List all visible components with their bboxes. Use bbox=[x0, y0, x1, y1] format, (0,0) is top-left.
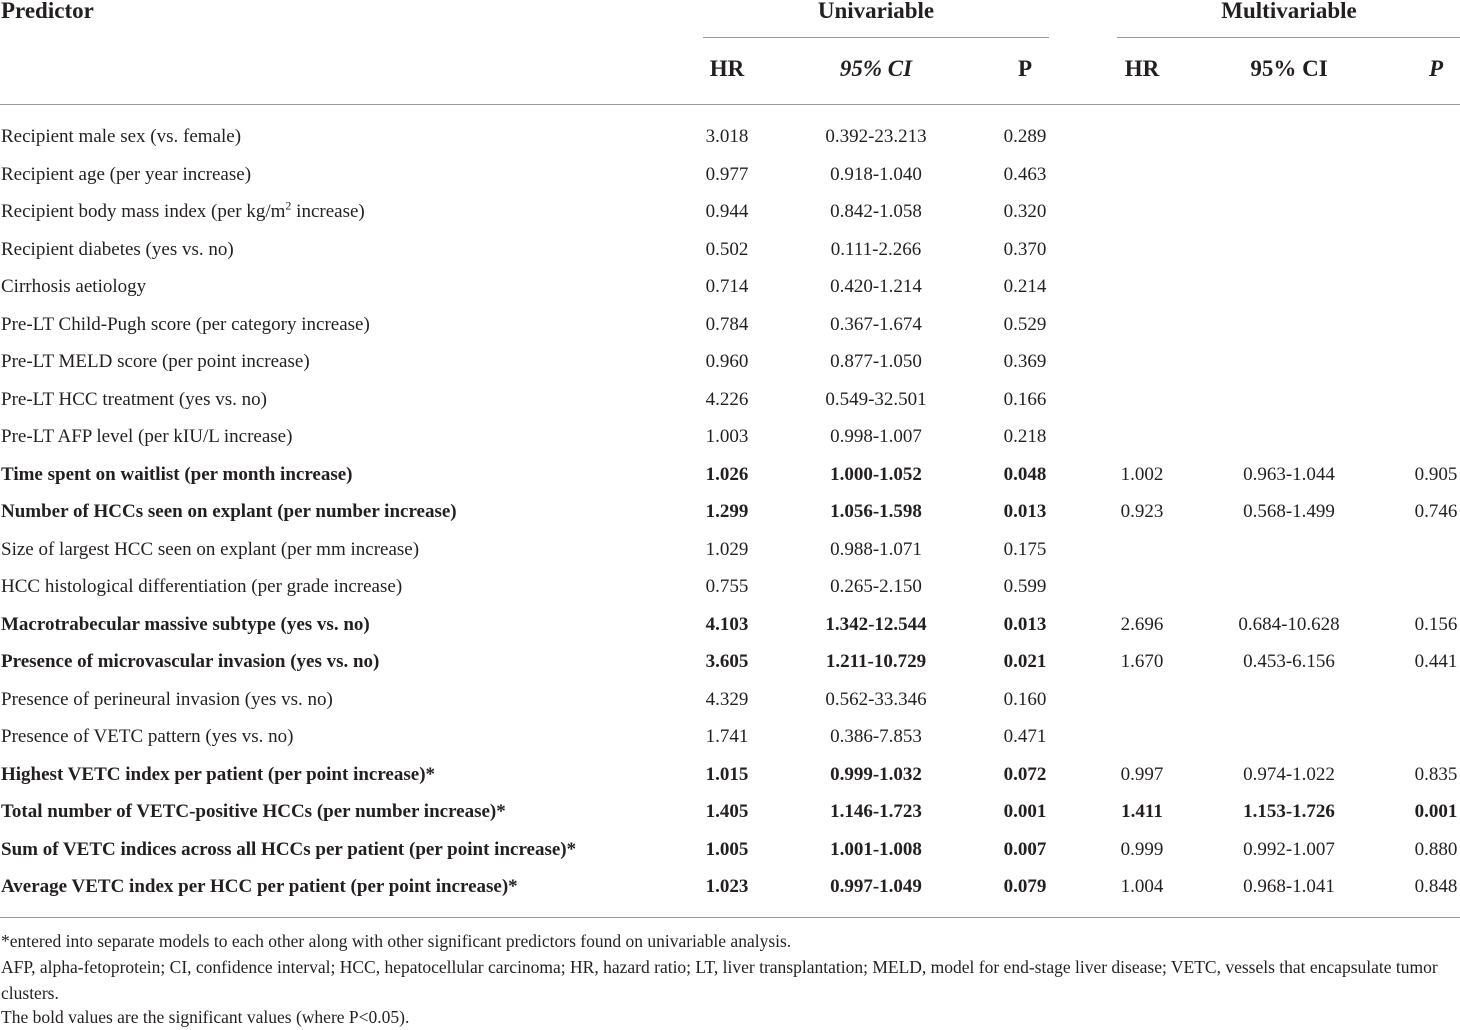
uni-hr-cell: 0.755 bbox=[705, 576, 749, 597]
uni-ci-cell: 1.342-12.544 bbox=[825, 613, 927, 635]
multi-ci-cell: 0.963-1.044 bbox=[1243, 463, 1335, 485]
uni-ci-cell: 0.265-2.150 bbox=[830, 576, 922, 597]
uni-hr-cell: 1.405 bbox=[705, 801, 749, 822]
multi-hr-cell: 1.411 bbox=[1121, 801, 1163, 822]
table-row bbox=[0, 568, 1460, 605]
predictor-cell: Time spent on waitlist (per month increase) bbox=[1, 463, 353, 485]
predictor-cell: Pre-LT MELD score (per point increase) bbox=[1, 351, 310, 372]
uni-p-cell: 0.175 bbox=[1003, 538, 1047, 560]
uni-ci-header: 95% CI bbox=[839, 56, 913, 81]
table-row bbox=[0, 831, 1460, 868]
predictor-cell: Presence of perineural invasion (yes vs. no) bbox=[1, 688, 333, 710]
predictor-cell: Sum of VETC indices across all HCCs per patient (per point increase)* bbox=[1, 838, 577, 860]
uni-hr-cell: 1.026 bbox=[705, 463, 749, 485]
uni-p-cell: 0.072 bbox=[1003, 763, 1047, 785]
table-bottom-rule bbox=[0, 917, 1460, 918]
multi-ci-header: 95% CI bbox=[1250, 56, 1328, 81]
uni-ci-cell: 0.420-1.214 bbox=[830, 276, 922, 297]
multi-p-cell: 0.880 bbox=[1414, 838, 1458, 860]
table-row bbox=[0, 193, 1460, 230]
table-row bbox=[0, 418, 1460, 455]
uni-p-cell: 0.214 bbox=[1003, 276, 1047, 297]
table-row bbox=[0, 681, 1460, 718]
predictor-cell: Pre-LT AFP level (per kIU/L increase) bbox=[1, 426, 293, 447]
table-row bbox=[0, 381, 1460, 418]
predictor-cell: Recipient body mass index (per $kg/m^2$ increase) bbox=[1, 198, 365, 222]
multi-ci-cell: 1.153-1.726 bbox=[1243, 801, 1335, 822]
table-row bbox=[0, 343, 1460, 380]
uni-p-cell: 0.529 bbox=[1003, 313, 1047, 335]
predictor-cell: Recipient age (per year increase) bbox=[1, 163, 252, 185]
multi-ci-cell: 0.974-1.022 bbox=[1243, 763, 1335, 785]
multivariable-header: Multivariable bbox=[1221, 0, 1357, 23]
multi-p-cell: 0.156 bbox=[1414, 613, 1458, 635]
uni-hr-header: HR bbox=[709, 56, 745, 81]
uni-hr-cell: 0.960 bbox=[705, 351, 749, 372]
uni-ci-cell: 0.877-1.050 bbox=[830, 351, 922, 372]
table-row bbox=[0, 231, 1460, 268]
table-row bbox=[0, 306, 1460, 343]
multi-p-cell: 0.746 bbox=[1414, 501, 1458, 522]
uni-ci-cell: 1.001-1.008 bbox=[830, 838, 922, 860]
uni-ci-cell: 0.918-1.040 bbox=[830, 163, 922, 185]
table-row bbox=[0, 643, 1460, 680]
predictor-cell: HCC histological differentiation (per grade increase) bbox=[1, 576, 403, 597]
table-row bbox=[0, 268, 1460, 305]
multi-p-cell: 0.835 bbox=[1414, 763, 1458, 785]
multivariable-group-rule bbox=[1117, 37, 1460, 38]
table-row bbox=[0, 456, 1460, 493]
uni-hr-cell: 0.714 bbox=[705, 276, 749, 297]
header-bottom-rule bbox=[0, 104, 1460, 105]
uni-p-cell: 0.021 bbox=[1003, 651, 1047, 672]
uni-hr-cell: 3.605 bbox=[705, 651, 749, 672]
uni-ci-cell: 1.211-10.729 bbox=[825, 651, 927, 672]
uni-hr-cell: 1.299 bbox=[705, 501, 749, 522]
table-row bbox=[0, 756, 1460, 793]
uni-hr-cell: 1.023 bbox=[705, 876, 749, 897]
predictor-header: Predictor bbox=[1, 0, 94, 23]
table-row bbox=[0, 156, 1460, 193]
uni-p-cell: 0.048 bbox=[1003, 463, 1047, 485]
uni-p-cell: 0.160 bbox=[1003, 688, 1047, 710]
multi-ci-cell: 0.684-10.628 bbox=[1238, 613, 1340, 635]
uni-ci-cell: 1.000-1.052 bbox=[830, 463, 922, 485]
uni-ci-cell: 0.999-1.032 bbox=[830, 763, 922, 785]
multi-hr-header: HR bbox=[1124, 56, 1160, 81]
predictor-cell: Recipient male sex (vs. female) bbox=[1, 126, 242, 147]
predictor-cell: Pre-LT Child-Pugh score (per category increase) bbox=[1, 313, 370, 335]
uni-hr-cell: 0.944 bbox=[705, 201, 749, 222]
uni-hr-cell: 1.741 bbox=[705, 726, 749, 747]
uni-ci-cell: 0.998-1.007 bbox=[830, 426, 922, 447]
predictor-cell: Pre-LT HCC treatment (yes vs. no) bbox=[1, 388, 267, 410]
uni-ci-cell: 0.111-2.266 bbox=[830, 238, 922, 260]
predictor-cell: Recipient diabetes (yes vs. no) bbox=[1, 238, 234, 260]
table-row bbox=[0, 606, 1460, 643]
superscript: 2 bbox=[285, 198, 292, 213]
uni-p-cell: 0.007 bbox=[1003, 838, 1047, 860]
uni-ci-cell: 0.386-7.853 bbox=[830, 726, 922, 747]
multi-hr-cell: 1.004 bbox=[1120, 876, 1164, 897]
uni-hr-cell: 1.029 bbox=[705, 538, 749, 560]
predictor-cell: Size of largest HCC seen on explant (per mm increase) bbox=[1, 538, 420, 560]
uni-p-cell: 0.370 bbox=[1003, 238, 1047, 260]
multi-p-cell: 0.905 bbox=[1414, 463, 1458, 485]
uni-hr-cell: 0.977 bbox=[705, 163, 749, 185]
predictor-cell: Cirrhosis aetiology bbox=[1, 276, 147, 297]
uni-p-cell: 0.166 bbox=[1003, 388, 1047, 410]
uni-p-cell: 0.079 bbox=[1003, 876, 1047, 897]
multi-hr-cell: 0.999 bbox=[1120, 838, 1164, 860]
uni-p-cell: 0.369 bbox=[1003, 351, 1047, 372]
uni-p-cell: 0.289 bbox=[1003, 126, 1047, 147]
uni-hr-cell: 0.784 bbox=[705, 313, 749, 335]
uni-p-cell: 0.463 bbox=[1003, 163, 1047, 185]
uni-p-cell: 0.013 bbox=[1003, 613, 1047, 635]
predictor-cell: Presence of microvascular invasion (yes vs. no) bbox=[1, 651, 380, 672]
uni-hr-cell: 3.018 bbox=[705, 126, 749, 147]
uni-hr-cell: 4.329 bbox=[705, 688, 749, 710]
uni-ci-cell: 0.842-1.058 bbox=[830, 201, 922, 222]
footnote-abbreviations: AFP, alpha-fetoprotein; CI, confidence interval; HCC, hepatocellular carcinoma; HR, hazard ratio; LT, liver transplantation; MELD, model for end-stage liver disease; VETC, vessels that encapsulate tumor clusters. bbox=[1, 957, 1438, 1003]
uni-p-cell: 0.599 bbox=[1003, 576, 1047, 597]
uni-p-header: P bbox=[1017, 56, 1033, 81]
multi-ci-cell: 0.453-6.156 bbox=[1243, 651, 1335, 672]
uni-hr-cell: 1.003 bbox=[705, 426, 749, 447]
uni-ci-cell: 0.997-1.049 bbox=[830, 876, 922, 897]
uni-ci-cell: 1.146-1.723 bbox=[830, 801, 922, 822]
table-row bbox=[0, 793, 1460, 830]
table-row bbox=[0, 493, 1460, 530]
uni-ci-cell: 0.392-23.213 bbox=[825, 126, 927, 147]
predictor-cell: Number of HCCs seen on explant (per number increase) bbox=[1, 501, 457, 522]
uni-p-cell: 0.218 bbox=[1003, 426, 1047, 447]
multi-hr-cell: 2.696 bbox=[1120, 613, 1164, 635]
univariable-group-rule bbox=[703, 37, 1049, 38]
predictor-cell: Total number of VETC-positive HCCs (per number increase)* bbox=[1, 801, 506, 822]
multi-hr-cell: 1.002 bbox=[1120, 463, 1164, 485]
footnote-asterisk: *entered into separate models to each other along with other significant predictors found on univariable analysis. bbox=[1, 931, 792, 951]
uni-hr-cell: 0.502 bbox=[705, 238, 749, 260]
multi-ci-cell: 0.992-1.007 bbox=[1243, 838, 1335, 860]
uni-hr-cell: 1.015 bbox=[705, 763, 749, 785]
uni-ci-cell: 0.562-33.346 bbox=[825, 688, 927, 710]
table-row bbox=[0, 118, 1460, 155]
uni-ci-cell: 1.056-1.598 bbox=[830, 501, 922, 522]
multi-ci-cell: 0.568-1.499 bbox=[1243, 501, 1335, 522]
multi-p-cell: 0.001 bbox=[1414, 801, 1458, 822]
uni-p-cell: 0.001 bbox=[1003, 801, 1047, 822]
table-row bbox=[0, 531, 1460, 568]
predictor-cell: Macrotrabecular massive subtype (yes vs. no) bbox=[1, 613, 370, 635]
table-row bbox=[0, 718, 1460, 755]
uni-ci-cell: 0.367-1.674 bbox=[830, 313, 922, 335]
uni-p-cell: 0.471 bbox=[1003, 726, 1047, 747]
multi-hr-cell: 0.997 bbox=[1120, 763, 1164, 785]
uni-p-cell: 0.013 bbox=[1003, 501, 1047, 522]
predictor-cell: Highest VETC index per patient (per point increase)* bbox=[1, 763, 436, 785]
uni-p-cell: 0.320 bbox=[1003, 201, 1047, 222]
uni-ci-cell: 0.549-32.501 bbox=[825, 388, 927, 410]
uni-ci-cell: 0.988-1.071 bbox=[830, 538, 922, 560]
multi-p-cell: 0.848 bbox=[1414, 876, 1458, 897]
uni-hr-cell: 4.103 bbox=[705, 613, 749, 635]
footnote-bold-values: The bold values are the significant values (where P<0.05). bbox=[1, 1007, 410, 1027]
multi-p-header: P bbox=[1428, 56, 1444, 81]
multi-ci-cell: 0.968-1.041 bbox=[1243, 876, 1335, 897]
univariable-header: Univariable bbox=[817, 0, 935, 23]
uni-hr-cell: 1.005 bbox=[705, 838, 749, 860]
multi-p-cell: 0.441 bbox=[1414, 651, 1458, 672]
multi-hr-cell: 0.923 bbox=[1120, 501, 1164, 522]
predictor-cell: Average VETC index per HCC per patient (per point increase)* bbox=[1, 876, 518, 897]
predictor-cell: Presence of VETC pattern (yes vs. no) bbox=[1, 726, 294, 747]
table-row bbox=[0, 868, 1460, 905]
multi-hr-cell: 1.670 bbox=[1120, 651, 1164, 672]
uni-hr-cell: 4.226 bbox=[705, 388, 749, 410]
